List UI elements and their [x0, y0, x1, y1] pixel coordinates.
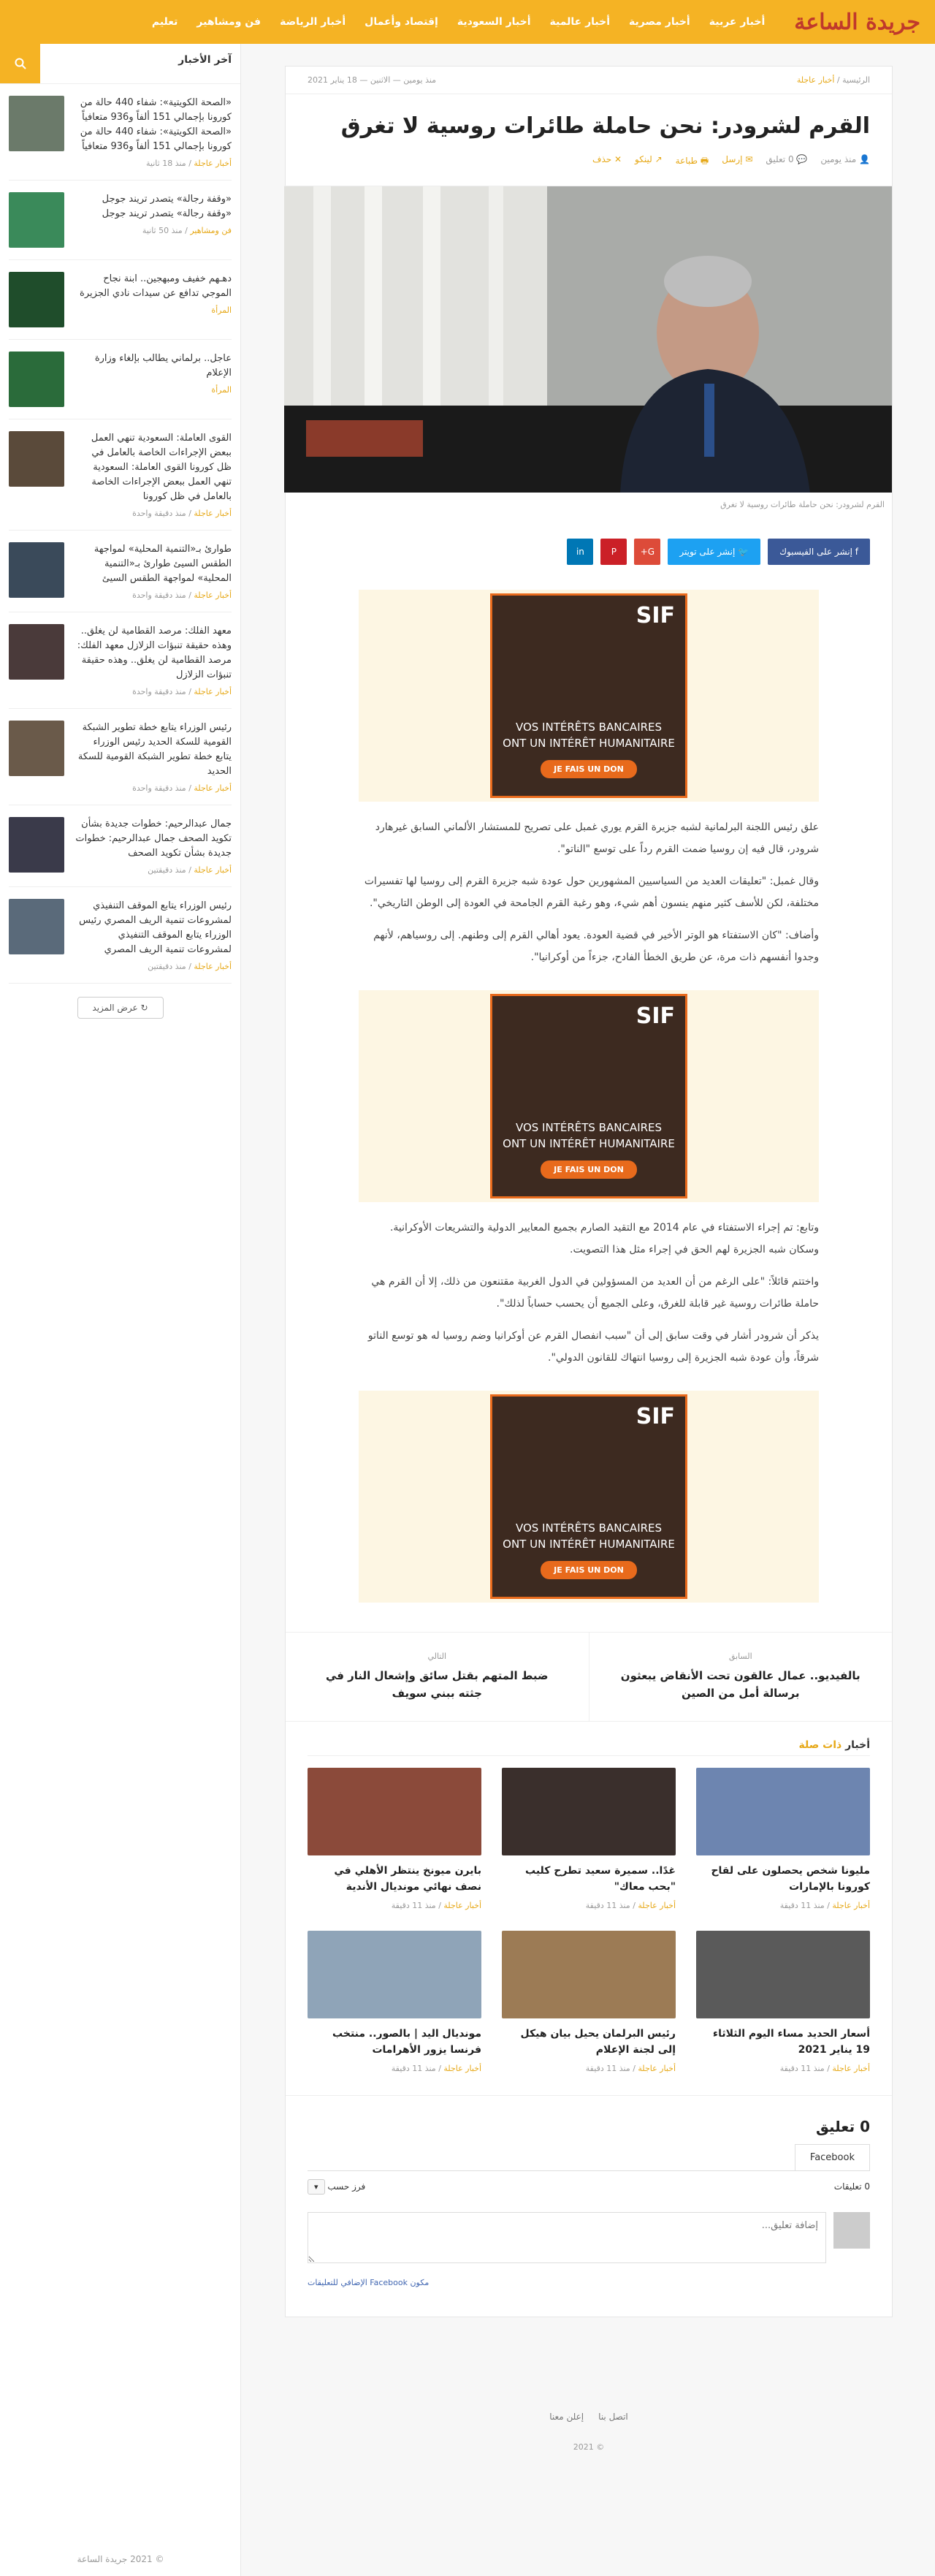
avatar	[833, 2212, 870, 2249]
search-button[interactable]	[0, 44, 40, 83]
prev-article-link[interactable]: السابق بالفيديو.. عمال عالقون تحت الأنقاض يبعثون برسالة أمل من الصين	[620, 1652, 860, 1700]
sidebar-header	[0, 44, 240, 84]
sidebar-news-thumb[interactable]	[9, 721, 64, 776]
ad-banner[interactable]	[359, 990, 819, 1202]
footer-link-advertise[interactable]: إعلن معنا	[549, 2412, 584, 2422]
sidebar-news-meta: أخبار عاجلة / منذ 18 ثانية	[146, 159, 232, 168]
print-link[interactable]: 🖶 طباعة	[675, 156, 709, 166]
ad-line2: ONT UN INTÉRÊT HUMANITAIRE	[503, 1538, 675, 1551]
breadcrumb: الرئيسية / أخبار عاجلة منذ يومين — الاثنين — 18 يناير 2021	[286, 67, 892, 94]
sidebar-list	[0, 84, 240, 984]
sidebar-footer: © 2021 جريدة الساعة	[77, 2554, 164, 2564]
related-title[interactable]: أسعار الحديد مساء اليوم الثلاثاء 19 يناير 2021	[712, 2028, 870, 2056]
related-title[interactable]: رئيس البرلمان يحيل بيان هيكل إلى لجنة الإعلام	[520, 2028, 676, 2056]
related-image[interactable]	[308, 1931, 481, 2018]
author-meta: 👤 منذ يومين	[820, 154, 870, 164]
footer-copyright: © 2021	[573, 2442, 605, 2452]
next-article-link[interactable]: التالي ضبط المتهم بقتل سائق وإشعال النار في جثته ببني سويف	[286, 1633, 589, 1721]
sidebar-news-item[interactable]	[9, 181, 232, 260]
related-image[interactable]	[502, 1931, 676, 2018]
sidebar-news-thumb[interactable]	[9, 96, 64, 151]
sidebar-news-thumb[interactable]	[9, 431, 64, 487]
site-logo[interactable]: جريدة الساعة	[794, 9, 920, 35]
sidebar-news-title[interactable]: جمال عبدالرحيم: خطوات جديدة بشأن تكويد الصحف جمال عبدالرحيم: خطوات جديدة بشأن تكويد الصحف	[75, 818, 232, 859]
sidebar-news-meta: المرأة	[211, 305, 232, 315]
article-paragraph: واختتم قائلاً: "على الرغم من أن العديد من المسؤولين في الدول الغربية مقتنعون من ذلك، إلا أن القرم هي حاملة طائرات روسية غير قابلة للغرق، وعلى الجميع أن يحسب حساباً لذلك".	[371, 1276, 819, 1310]
sidebar-news-title[interactable]: عاجل.. برلماني يطالب بإلغاء وزارة الإعلام	[94, 353, 232, 379]
ad-line1: VOS INTÉRÊTS BANCAIRES	[515, 1521, 663, 1535]
nav-item[interactable]: أخبار الرياضة	[280, 16, 346, 28]
sidebar-news-title[interactable]: دهـهم خفيف ومبهجين.. ابنة نجاح الموجي تدافع عن سيدات نادي الجزيرة	[80, 273, 232, 299]
ad-banner[interactable]	[359, 590, 819, 802]
search-icon	[15, 58, 26, 69]
article-paragraph: وأضاف: "كان الاستفتاء هو الوتر الأخير في قضية العودة. يعود أهالي القرم إلى وطنهم. إلى روسياهم، لأنهم وجدوا أنفسهم ذات مرة، عن طريق الخطأ الفادح، جزءاً من أوكرانيا".	[373, 930, 819, 963]
sidebar-news-item[interactable]	[9, 260, 232, 340]
sidebar-news-title[interactable]: القوى العاملة: السعودية تنهي العمل ببعض الإجراءات الخاصة بالعامل في ظل كورونا القوى العاملة: السعودية تنهي العمل ببعض الإجراءات الخاصة بالعامل في ظل كورونا	[91, 433, 232, 502]
related-meta: أخبار عاجلة / منذ 11 دقيقة	[585, 1901, 676, 1910]
nav-item[interactable]: أخبار السعودية	[457, 16, 531, 28]
sidebar-news-title[interactable]: رئيس الوزراء يتابع خطة تطوير الشبكة القومية للسكة الحديد رئيس الوزراء يتابع خطة تطوير الشبكة القومية للسكة الحديد	[77, 722, 232, 777]
article-paragraph: وتابع: تم إجراء الاستفتاء في عام 2014 مع التقيد الصارم بجميع المعايير الدولية والتشريعات الأوكرانية. وسكان شبه الجزيرة لهم الحق في إجراء مثل هذا التصويت.	[389, 1222, 819, 1255]
sidebar-title: آخر الأخبار	[178, 54, 232, 66]
article-paragraph: يذكر أن شرودر أشار في وقت سابق إلى أن "سبب انفصال القرم عن أوكرانيا وضم روسيا له هو توسع الناتو شرقاً، وأن عودة شبه الجزيرة إلى روسيا انتهاك للقانون الدولي".	[367, 1330, 819, 1364]
article-body	[286, 802, 892, 968]
sidebar-news-meta: أخبار عاجلة / منذ دقيقة واحدة	[132, 590, 232, 600]
share-pinterest-button[interactable]: P	[600, 539, 627, 565]
nav-item[interactable]: تعليم	[151, 16, 178, 28]
sidebar-news-item[interactable]	[9, 419, 232, 531]
comments-section	[286, 2095, 892, 2317]
sidebar-news-text	[75, 817, 232, 875]
sidebar-news-meta: أخبار عاجلة / منذ دقيقتين	[148, 865, 232, 875]
sidebar-news-text	[75, 899, 232, 971]
article-title: القرم لشرودر: نحن حاملة طائرات روسية لا تغرق	[340, 113, 870, 139]
sidebar-news-thumb[interactable]	[9, 899, 64, 954]
related-card[interactable]	[696, 1931, 870, 2073]
hero-image	[284, 186, 892, 493]
related-meta: أخبار عاجلة / منذ 11 دقيقة	[779, 2064, 870, 2073]
main-nav	[152, 16, 765, 28]
load-more-button[interactable]: ↻ عرض المزيد	[77, 997, 164, 1019]
sidebar-news-text	[75, 624, 232, 696]
ad-brand: SIF	[636, 1404, 675, 1429]
top-bar	[0, 0, 935, 44]
related-meta: أخبار عاجلة / منذ 11 دقيقة	[391, 1901, 481, 1910]
related-card[interactable]	[696, 1768, 870, 1910]
sidebar-news-meta: المرأة	[211, 385, 232, 395]
sidebar-news-title[interactable]: «الصحة الكويتية»: شفاء 440 حالة من كورونا بإجمالي 151 ألفاً و936 متعافياً «الصحة الكويتية»: شفاء 440 حالة من كورونا بإجمالي 151 ألفاً و936 متعافياً	[80, 97, 232, 152]
article-meta	[286, 150, 892, 186]
sidebar-news-title[interactable]: رئيس الوزراء يتابع الموقف التنفيذي لمشروعات تنمية الريف المصري رئيس الوزراء يتابع الموقف التنفيذي لمشروعات تنمية الريف المصري	[79, 900, 232, 955]
sidebar-news-item[interactable]	[9, 805, 232, 887]
comments-link[interactable]: 💬 0 تعليق	[766, 154, 808, 164]
nav-item[interactable]: إقتصاد وأعمال	[365, 16, 438, 28]
sidebar-news-meta: أخبار عاجلة / منذ دقيقتين	[148, 962, 232, 971]
ad-cta[interactable]: JE FAIS UN DON	[541, 1160, 637, 1179]
related-heading: أخبار ذات صلة	[308, 1739, 870, 1756]
related-title[interactable]: غدًا.. سميرة سعيد تطرح كليب "بحب معاك"	[525, 1865, 676, 1893]
breadcrumb-category[interactable]: أخبار عاجلة	[796, 75, 835, 85]
sidebar-news-item[interactable]	[9, 887, 232, 984]
sidebar-news-title[interactable]: معهد الفلك: مرصد القطامية لن يغلق.. وهذه حقيقة تنبؤات الزلازل معهد الفلك: مرصد القطامية لن يغلق.. وهذه حقيقة تنبؤات الزلازل	[77, 626, 232, 680]
sidebar-news-text	[75, 431, 232, 518]
related-meta: أخبار عاجلة / منذ 11 دقيقة	[391, 2064, 481, 2073]
hero-caption: القرم لشرودر: نحن حاملة طائرات روسية لا تغرق	[720, 500, 885, 509]
sidebar-news-title[interactable]: «وقفة رجالة» يتصدر تريند جوجل «وقفة رجالة» يتصدر تريند جوجل	[102, 194, 232, 219]
sidebar-news-thumb[interactable]	[9, 542, 64, 598]
send-link[interactable]: ✉ إرسل	[722, 154, 753, 164]
sidebar-news-text	[75, 721, 232, 793]
sidebar-news-text	[75, 192, 232, 248]
sidebar-news-text	[75, 542, 232, 600]
related-title[interactable]: مونديال اليد | بالصور.. منتخب فرنسا يزور الأهرامات	[332, 2028, 481, 2056]
footer-link-contact[interactable]: اتصل بنا	[598, 2412, 628, 2422]
nav-item[interactable]: فن ومشاهير	[196, 16, 262, 28]
ad-cta[interactable]: JE FAIS UN DON	[541, 760, 637, 778]
sidebar-news-thumb[interactable]	[9, 624, 64, 680]
facebook-plugin-link[interactable]: مكون Facebook الإضافي للتعليقات	[308, 2278, 430, 2287]
nav-item[interactable]: أخبار مصرية	[629, 16, 690, 28]
sidebar-news-text	[75, 96, 232, 168]
share-twitter-button[interactable]: 🐦 إنشر على تويتر	[668, 539, 760, 565]
related-card[interactable]	[308, 1768, 481, 1910]
related-image[interactable]	[308, 1768, 481, 1855]
comment-input[interactable]	[308, 2212, 826, 2263]
related-meta: أخبار عاجلة / منذ 11 دقيقة	[585, 2064, 676, 2073]
sidebar-news-thumb[interactable]	[9, 352, 64, 407]
breadcrumb-home[interactable]: الرئيسية	[842, 75, 870, 85]
sidebar-news-meta: فن ومشاهير / منذ 50 ثانية	[142, 226, 232, 235]
sidebar	[0, 44, 241, 2576]
nav-item[interactable]: أخبار عربية	[709, 16, 766, 28]
related-card[interactable]	[308, 1931, 481, 2073]
facebook-comments-tab[interactable]: Facebook	[795, 2144, 870, 2170]
comments-toolbar	[308, 2170, 870, 2202]
sidebar-news-thumb[interactable]	[9, 272, 64, 327]
ad-creative	[490, 1394, 687, 1599]
ad-line2: ONT UN INTÉRÊT HUMANITAIRE	[503, 1137, 675, 1150]
article-body	[286, 1202, 892, 1369]
article-paragraph: وقال غمبل: "تعليقات العديد من السياسيين المشهورين حول عودة شبه جزيرة القرم إلى روسيا لها تفسيرات مختلفة، لكن للأسف كثير منهم ينسون أهم شيء، وهو رغبة القرم الجامحة في العودة إلى الوطن التاريخي".	[364, 875, 819, 909]
sort-dropdown[interactable]: فرز حسب ▾	[308, 2181, 365, 2192]
sidebar-news-item[interactable]	[9, 84, 232, 181]
sidebar-news-thumb[interactable]	[9, 817, 64, 873]
sidebar-news-item[interactable]	[9, 612, 232, 709]
share-link[interactable]: ↗ لينكو	[635, 154, 663, 164]
share-google-button[interactable]: G+	[634, 539, 660, 565]
nav-item[interactable]: أخبار عالمية	[549, 16, 611, 28]
related-title[interactable]: بايرن ميونخ ينتظر الأهلي في نصف نهائي مونديال الأندية	[334, 1865, 481, 1893]
sidebar-news-meta: أخبار عاجلة / منذ دقيقة واحدة	[132, 687, 232, 696]
article-container	[285, 66, 893, 2317]
ad-line2: ONT UN INTÉRÊT HUMANITAIRE	[503, 737, 675, 750]
related-image[interactable]	[696, 1768, 870, 1855]
related-card[interactable]	[502, 1768, 676, 1910]
related-image[interactable]	[502, 1768, 676, 1855]
sidebar-news-text	[75, 352, 232, 407]
comments-count: 0 تعليق	[815, 2118, 870, 2135]
sidebar-news-title[interactable]: طوارئ بـ«التنمية المحلية» لمواجهة الطقس السيئ طوارئ بـ«التنمية المحلية» لمواجهة الطقس السيئ	[94, 544, 232, 584]
related-image[interactable]	[696, 1931, 870, 2018]
sidebar-news-thumb[interactable]	[9, 192, 64, 248]
related-title[interactable]: مليونا شخص يحصلون على لقاح كورونا بالإمارات	[711, 1865, 870, 1893]
share-linkedin-button[interactable]: in	[567, 539, 593, 565]
hero-photo	[284, 186, 892, 493]
page-footer	[285, 2412, 893, 2452]
share-bar	[286, 539, 892, 568]
ad-banner[interactable]	[359, 1391, 819, 1603]
ad-line1: VOS INTÉRÊTS BANCAIRES	[515, 1121, 663, 1134]
ad-brand: SIF	[636, 603, 675, 628]
tag-link[interactable]: ✕ حذف	[592, 154, 622, 164]
sidebar-news-meta: أخبار عاجلة / منذ دقيقة واحدة	[132, 509, 232, 518]
share-facebook-button[interactable]: f إنشر على الفيسبوك	[768, 539, 870, 565]
comment-composer	[308, 2212, 870, 2263]
ad-cta[interactable]: JE FAIS UN DON	[541, 1561, 637, 1579]
related-card[interactable]	[502, 1931, 676, 2073]
comment-total: 0 تعليقات	[833, 2181, 870, 2192]
related-meta: أخبار عاجلة / منذ 11 دقيقة	[779, 1901, 870, 1910]
sidebar-news-meta: أخبار عاجلة / منذ دقيقة واحدة	[132, 783, 232, 793]
sidebar-news-item[interactable]	[9, 340, 232, 419]
article-paragraph: علق رئيس اللجنة البرلمانية لشبه جزيرة القرم يوري غمبل على تصريح للمستشار الألماني السابق غيرهارد شرودر، قال فيه إن روسيا ضمت القرم رداً على توسع "الناتو".	[375, 821, 819, 855]
ad-brand: SIF	[636, 1003, 675, 1029]
prev-next-nav	[286, 1632, 892, 1722]
related-grid	[308, 1768, 870, 2073]
ad-creative	[490, 593, 687, 798]
sidebar-news-item[interactable]	[9, 531, 232, 612]
sidebar-news-text	[75, 272, 232, 327]
ad-line1: VOS INTÉRÊTS BANCAIRES	[515, 721, 663, 734]
article-date: منذ يومين — الاثنين — 18 يناير 2021	[308, 75, 437, 85]
related-section	[286, 1722, 892, 2095]
sidebar-news-item[interactable]	[9, 709, 232, 805]
ad-creative	[490, 994, 687, 1198]
